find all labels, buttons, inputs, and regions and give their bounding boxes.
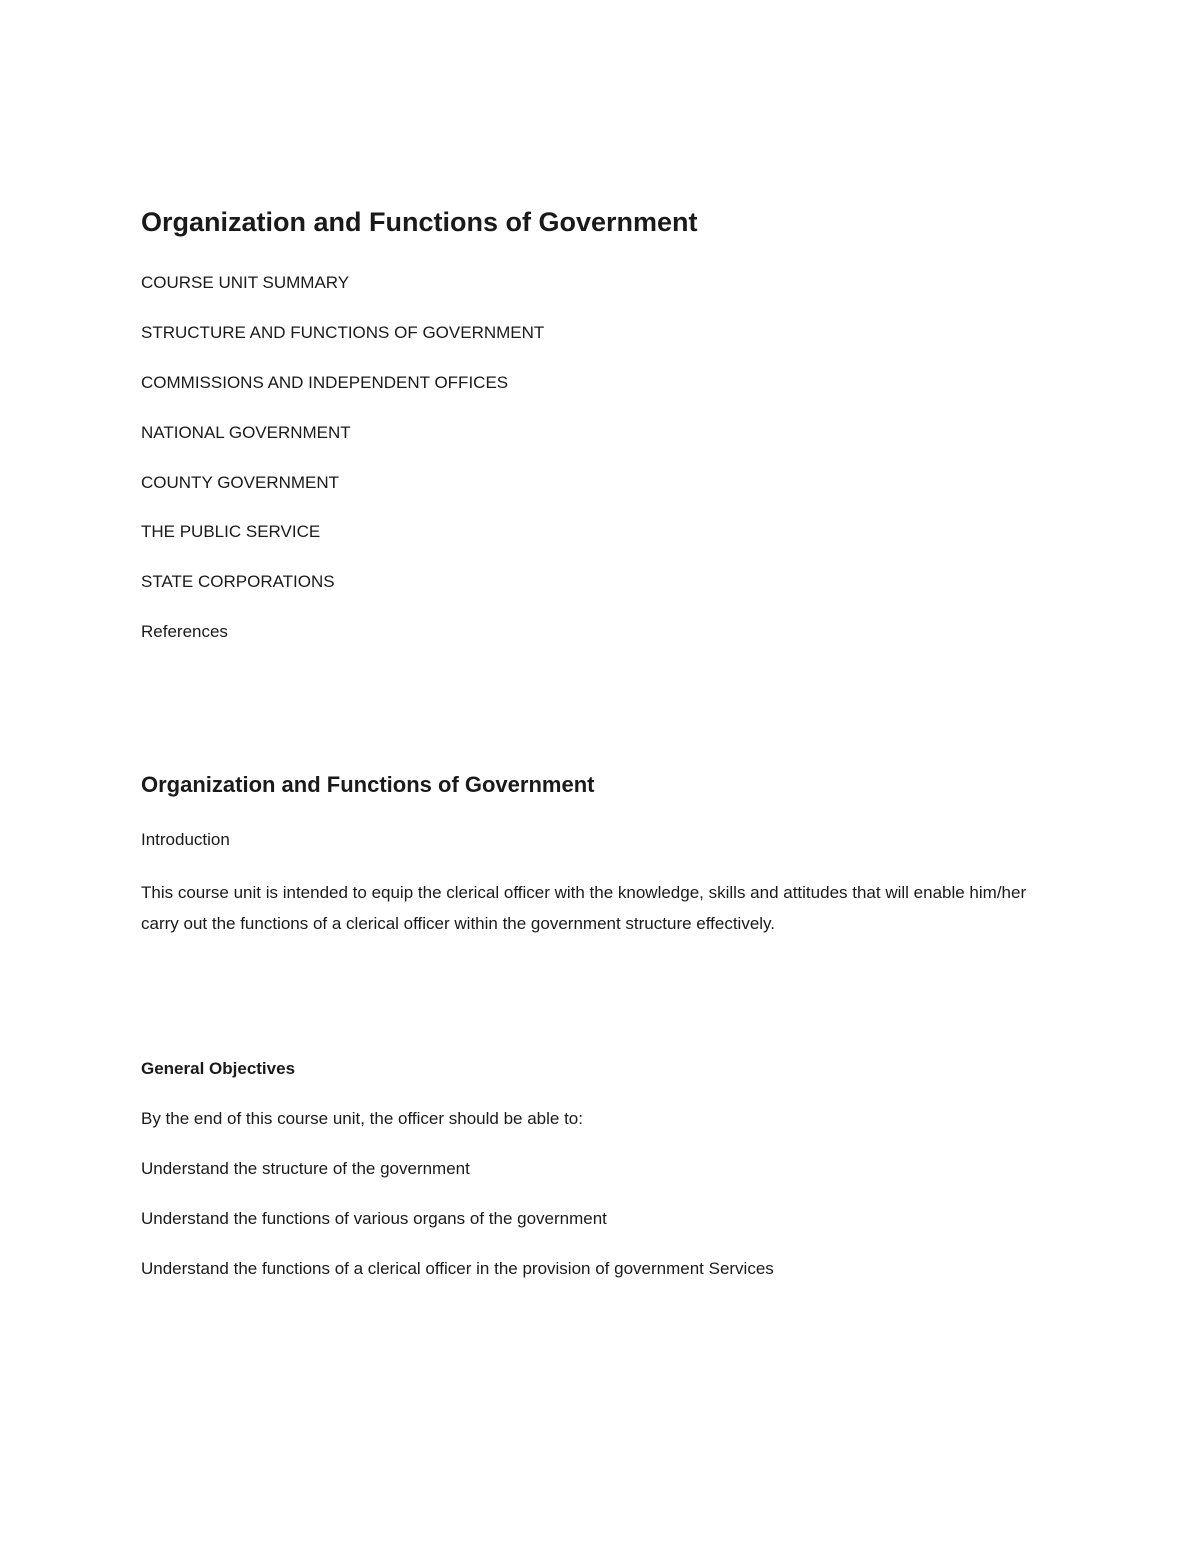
toc-item-county-government: COUNTY GOVERNMENT: [141, 472, 340, 492]
toc-item-national-government: NATIONAL GOVERNMENT: [141, 422, 351, 442]
toc-item-structure-and-functions: STRUCTURE AND FUNCTIONS OF GOVERNMENT: [141, 322, 545, 342]
introduction-label: Introduction: [141, 830, 230, 849]
toc-item-public-service: THE PUBLIC SERVICE: [141, 522, 321, 542]
document-title: Organization and Functions of Government: [141, 207, 698, 237]
general-objectives-heading: General Objectives: [141, 1059, 296, 1078]
toc-item-state-corporations: STATE CORPORATIONS: [141, 572, 335, 592]
objectives-lead-text: By the end of this course unit, the officer should be able to:: [141, 1109, 583, 1128]
objective-item: Understand the functions of various organs of the government: [141, 1209, 607, 1228]
objective-item: Understand the functions of a clerical officer in the provision of government Services: [141, 1259, 774, 1278]
toc-item-references: References: [141, 622, 228, 642]
objectives-list: [141, 1158, 774, 1308]
table-of-contents: [141, 272, 544, 671]
objective-item: Understand the structure of the government: [141, 1159, 470, 1178]
introduction-paragraph: This course unit is intended to equip the clerical officer with the knowledge, skills and attitudes that will enable him/her carry out the functions of a clerical officer within the government structure effectively.: [141, 883, 1027, 933]
toc-item-commissions: COMMISSIONS AND INDEPENDENT OFFICES: [141, 372, 509, 392]
toc-item-course-unit-summary: COURSE UNIT SUMMARY: [141, 273, 350, 292]
section-title: Organization and Functions of Government: [141, 772, 595, 797]
